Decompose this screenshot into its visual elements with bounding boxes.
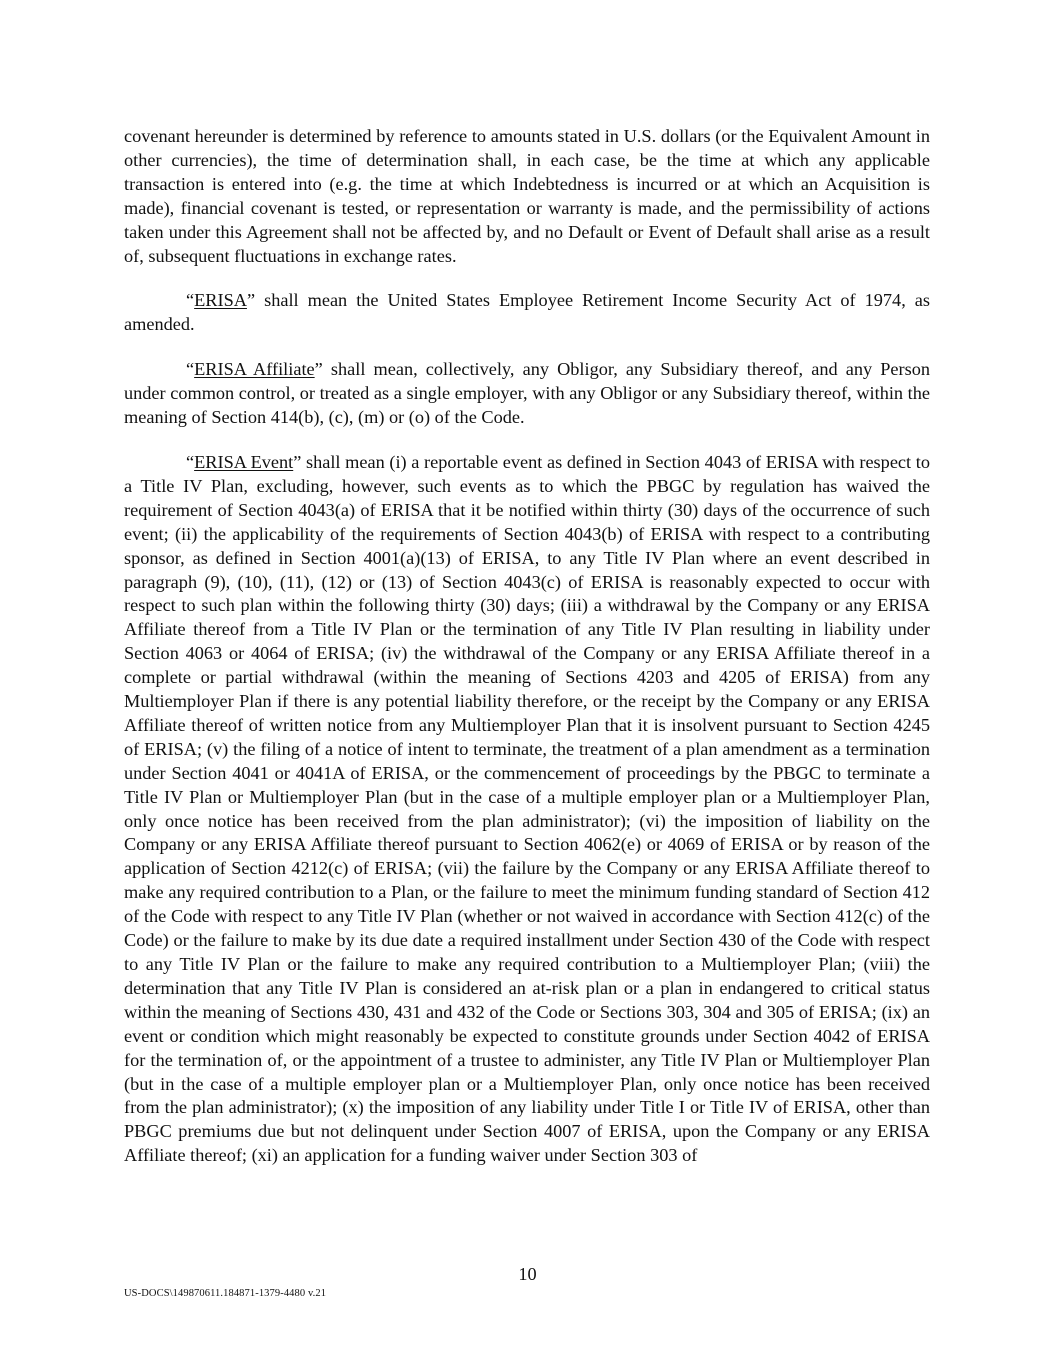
defined-term-erisa-event: ERISA Event [194,451,294,472]
defined-term-erisa-affiliate: ERISA Affiliate [194,359,315,380]
document-body [124,125,930,1189]
definition-erisa-affiliate-text: shall mean, collectively, any Obligor, any Subsidiary thereof, and any Person under common control, or treated as a single employer, with any Obligor or any Subsidiary thereof, within the meaning of Section 414(b), (c), (m) or (o) of the Code. [124,359,930,428]
defined-term-erisa: ERISA [194,290,247,311]
intro-paragraph: covenant hereunder is determined by reference to amounts stated in U.S. dollars (or the Equivalent Amount in other currencies), the time of determination shall, in each case, be the time at which any applicable transaction is entered into (e.g. the time at which Indebtedness is incurred or at which an Acquisition is made), financial covenant is tested, or representation or warranty is made, and the permissibility of actions taken under this Agreement shall not be affected by, and no Default or Event of Default shall arise as a result of, subsequent fluctuations in exchange rates. [124,126,930,266]
definition-erisa-text: shall mean the United States Employee Retirement Income Security Act of 1974, as amended. [124,290,930,335]
definition-erisa: “ERISA” shall mean the United States Employee Retirement Income Security Act of 1974, as amended. [124,290,930,335]
page-number: 10 [518,1264,537,1284]
definition-erisa-event: “ERISA Event” shall mean (i) a reportable event as defined in Section 4043 of ERISA with respect to a Title IV Plan, excluding, however, such events as to which the PBGC by regulation has waived the requirement of Section 4043(a) of ERISA that it be notified within thirty (30) days of the occurrence of such event; (ii) the applicability of the requirements of Section 4043(b) of ERISA with respect to a contributing sponsor, as defined in Section 4001(a)(13) of ERISA, to any Title IV Plan where an event described in paragraph (9), (10), (11), (12) or (13) of Section 4043(c) of ERISA is reasonably expected to occur with respect to such plan within the following thirty (30) days; (iii) a withdrawal by the Company or any ERISA Affiliate thereof from a Title IV Plan or the termination of any Title IV Plan resulting in liability under Section 4063 or 4064 of ERISA; (iv) the withdrawal of the Company or any ERISA Affiliate thereof in a complete or partial withdrawal (within the meaning of Sections 4203 and 4205 of ERISA) from any Multiemployer Plan if there is any potential liability therefore, or the receipt by the Company or any ERISA Affiliate thereof of written notice from any Multiemployer Plan that it is insolvent pursuant to Section 4245 of ERISA; (v) the filing of a notice of intent to terminate, the treatment of a plan amendment as a termination under Section 4041 or 4041A of ERISA, or the commencement of proceedings by the PBGC to terminate a Title IV Plan or Multiemployer Plan (but in the case of a multiple employer plan or a Multiemployer Plan, only once notice has been received from the plan administrator); (vi) the imposition of liability on the Company or any ERISA Affiliate thereof pursuant to Section 4062(e) or 4069 of ERISA or by reason of the application of Section 4212(c) of ERISA; (vii) the failure by the Company or any ERISA Affiliate thereof to make any required contribution to a Plan, or the failure to meet the minimum funding standard of Section 412 of the Code with respect to any Title IV Plan (whether or not waived in accordance with Section 412(c) of the Code) or the failure to make by its due date a required installment under Section 430 of the Code with respect to any Title IV Plan or the failure to make any required contribution to a Multiemployer Plan; (viii) the determination that any Title IV Plan is considered an at-risk plan or a plan in endangered to critical status within the meaning of Sections 430, 431 and 432 of the Code or Sections 303, 304 and 305 of ERISA; (ix) an event or condition which might reasonably be expected to constitute grounds under Section 4042 of ERISA for the termination of, or the appointment of a trustee to administer, any Title IV Plan or Multiemployer Plan (but in the case of a multiple employer plan or a Multiemployer Plan, only once notice has been received from the plan administrator); (x) the imposition of any liability under Title I or Title IV of ERISA, other than PBGC premiums due but not delinquent under Section 4007 of ERISA, upon the Company or any ERISA Affiliate thereof; (xi) an application for a funding waiver under Section 303 of [124,451,930,1166]
definition-erisa-affiliate: “ERISA Affiliate” shall mean, collectively, any Obligor, any Subsidiary thereof, and any Person under common control, or treated as a single employer, with any Obligor or any Subsidiary thereof, within the meaning of Section 414(b), (c), (m) or (o) of the Code. [124,359,930,428]
document-id: US-DOCS\149870611.184871-1379-4480 v.21 [124,1288,327,1299]
definition-erisa-event-text: shall mean (i) a reportable event as defined in Section 4043 of ERISA with respect to a Title IV Plan, excluding, however, such events as to which the PBGC by regulation has waived the requirement of Section 4043(a) of ERISA that it be notified within thirty (30) days of the occurrence of such event; (ii) the applicability of the requirements of Section 4043(b) of ERISA with respect to a contributing sponsor, as defined in Section 4001(a)(13) of ERISA, to any Title IV Plan where an event described in paragraph (9), (10), (11), (12) or (13) of Section 4043(c) of ERISA is reasonably expected to occur with respect to such plan within the following thirty (30) days; (iii) a withdrawal by the Company or any ERISA Affiliate thereof from a Title IV Plan or the termination of any Title IV Plan resulting in liability under Section 4063 or 4064 of ERISA; (iv) the withdrawal of the Company or any ERISA Affiliate thereof in a complete or partial withdrawal (within the meaning of Sections 4203 and 4205 of ERISA) from any Multiemployer Plan if there is any potential liability therefore, or the receipt by the Company or any ERISA Affiliate thereof of written notice from any Multiemployer Plan that it is insolvent pursuant to Section 4245 of ERISA; (v) the filing of a notice of intent to terminate, the treatment of a plan amendment as a termination under Section 4041 or 4041A of ERISA, or the commencement of proceedings by the PBGC to terminate a Title IV Plan or Multiemployer Plan (but in the case of a multiple employer plan or a Multiemployer Plan, only once notice has been received from the plan administrator); (vi) the imposition of liability on the Company or any ERISA Affiliate thereof pursuant to Section 4062(e) or 4069 of ERISA or by reason of the application of Section 4212(c) of ERISA; (vii) the failure by the Company or any ERISA Affiliate thereof to make any required contribution to a Plan, or the failure to meet the minimum funding standard of Section 412 of the Code with respect to any Title IV Plan (whether or not waived in accordance with Section 412(c) of the Code) or the failure to make by its due date a required installment under Section 430 of the Code with respect to any Title IV Plan or the failure to make any required contribution to a Multiemployer Plan; (viii) the determination that any Title IV Plan is considered an at-risk plan or a plan in endangered to critical status within the meaning of Sections 430, 431 and 432 of the Code or Sections 303, 304 and 305 of ERISA; (ix) an event or condition which might reasonably be expected to constitute grounds under Section 4042 of ERISA for the termination of, or the appointment of a trustee to administer, any Title IV Plan or Multiemployer Plan (but in the case of a multiple employer plan or a Multiemployer Plan, only once notice has been received from the plan administrator); (x) the imposition of any liability under Title I or Title IV of ERISA, other than PBGC premiums due but not delinquent under Section 4007 of ERISA, upon the Company or any ERISA Affiliate thereof; (xi) an application for a funding waiver under Section 303 of [124,451,930,1166]
